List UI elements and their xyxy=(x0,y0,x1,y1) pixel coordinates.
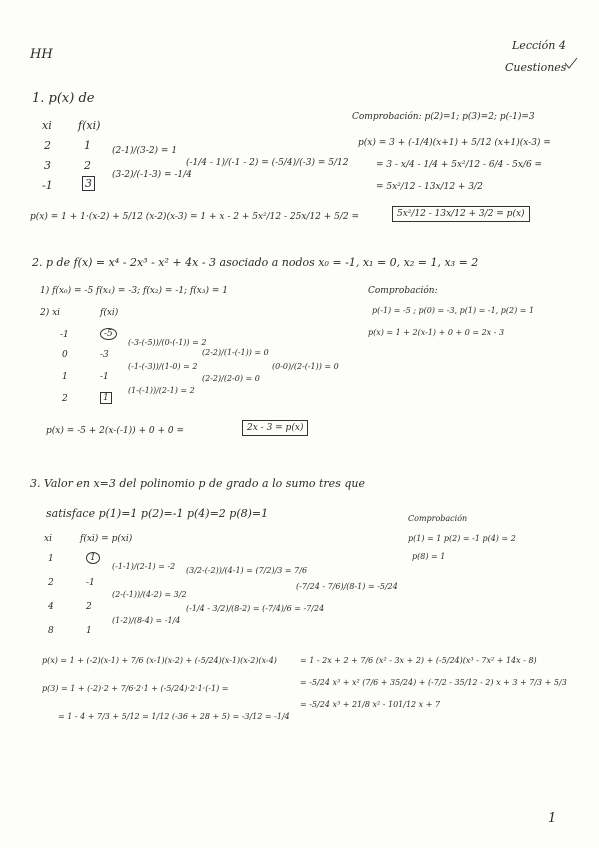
ex1-dd1-0: (2-1)/(3-2) = 1 xyxy=(112,146,178,156)
ex2-dd2-0: (2-2)/(1-(-1)) = 0 xyxy=(202,348,269,357)
ex1-check-1: = 3 - x/4 - 1/4 + 5x²/12 - 6/4 - 5x/6 = xyxy=(376,160,543,170)
ex3-dd2-0: (3/2-(-2))/(4-1) = (7/2)/3 = 7/6 xyxy=(186,566,308,575)
ex3-x3: 8 xyxy=(48,626,54,636)
ex1-col-x: xi xyxy=(42,119,52,132)
ex1-dd2: (-1/4 - 1)/(-1 - 2) = (-5/4)/(-3) = 5/12 xyxy=(186,158,349,168)
ex2-step2-label: 2) xi xyxy=(40,308,61,318)
ex2-f1: -3 xyxy=(100,350,109,360)
lesson-label: Lección 4 xyxy=(512,39,566,52)
ex3-expand-0: = 1 - 2x + 2 + 7/6 (x² - 3x + 2) + (-5/24)(x³ - 7x² + 14x - 8) xyxy=(300,656,537,665)
ex1-col-f: f(xi) xyxy=(78,119,101,132)
ex3-dd1-0: (-1-1)/(2-1) = -2 xyxy=(112,562,176,571)
ex2-title: 2. p de f(x) = x⁴ - 2x³ - x² + 4x - 3 asociado a nodos x₀ = -1, x₁ = 0, x₂ = 1, x₃ = 2 xyxy=(32,256,479,269)
ex1-x2: -1 xyxy=(42,179,53,192)
ex3-f3: 1 xyxy=(86,626,92,636)
ex3-dd2-1: (-1/4 - 3/2)/(8-2) = (-7/4)/6 = -7/24 xyxy=(186,604,325,613)
ex2-f0: -5 xyxy=(100,328,117,340)
ex1-f0: 1 xyxy=(84,139,91,152)
ex1-f2: 3 xyxy=(82,176,95,191)
ex1-result-box: 5x²/12 - 13x/12 + 3/2 = p(x) xyxy=(392,206,530,222)
ex3-x2: 4 xyxy=(48,602,54,612)
ex2-dd1-0: (-3-(-5))/(0-(-1)) = 2 xyxy=(128,338,207,347)
ex3-check-1: p(8) = 1 xyxy=(412,552,446,561)
ex3-dd3: (-7/24 - 7/6)/(8-1) = -5/24 xyxy=(296,582,398,591)
ex1-x0: 2 xyxy=(44,139,51,152)
ex3-poly: p(x) = 1 + (-2)(x-1) + 7/6 (x-1)(x-2) + (-5/24)(x-1)(x-2)(x-4) xyxy=(42,656,277,665)
ex2-x0: -1 xyxy=(60,330,69,340)
ex3-x1: 2 xyxy=(48,578,54,588)
ex3-dd1-1: (2-(-1))/(4-2) = 3/2 xyxy=(112,590,187,599)
ex1-title: 1. p(x) de xyxy=(32,91,95,106)
ex3-col-x: xi xyxy=(44,534,52,544)
ex2-f3: 1 xyxy=(100,392,112,404)
ex3-check-title: Comprobación xyxy=(408,514,468,523)
ex1-check-title: Comprobación: p(2)=1; p(3)=2; p(-1)=3 xyxy=(352,112,535,122)
ex1-x1: 3 xyxy=(44,159,51,172)
ex3-expand-1: = -5/24 x³ + x² (7/6 + 35/24) + (-7/2 - 35/12 - 2) x + 3 + 7/3 + 5/3 xyxy=(300,678,567,687)
ex2-dd1-2: (1-(-1))/(2-1) = 2 xyxy=(128,386,195,395)
ex2-step1: 1) f(x₀) = -5 f(x₁) = -3; f(x₂) = -1; f(x₃) = 1 xyxy=(40,286,228,296)
author-initials: HH xyxy=(30,47,53,62)
ex2-result: p(x) = -5 + 2(x-(-1)) + 0 + 0 = xyxy=(46,426,185,436)
ex3-expand-2: = -5/24 x³ + 21/8 x² - 101/12 x + 7 xyxy=(300,700,441,709)
ex2-check-0: p(-1) = -5 ; p(0) = -3, p(1) = -1, p(2) = 1 xyxy=(372,306,535,315)
ex3-dd1-2: (1-2)/(8-4) = -1/4 xyxy=(112,616,181,625)
ex3-f1: -1 xyxy=(86,578,95,588)
ex1-dd1-1: (3-2)/(-1-3) = -1/4 xyxy=(112,170,192,180)
ex2-dd1-1: (-1-(-3))/(1-0) = 2 xyxy=(128,362,198,371)
ex3-col-f: f(xi) = p(xi) xyxy=(80,534,133,544)
ex2-check-title: Comprobación: xyxy=(368,286,438,296)
ex3-title: 3. Valor en x=3 del polinomio p de grado a lo sumo tres que xyxy=(30,477,365,490)
ex1-f1: 2 xyxy=(84,159,91,172)
ex3-check-0: p(1) = 1 p(2) = -1 p(4) = 2 xyxy=(408,534,516,543)
topic-label: Cuestiones xyxy=(505,61,567,74)
ex2-dd2-1: (2-2)/(2-0) = 0 xyxy=(202,374,260,383)
ex3-x0: 1 xyxy=(48,554,54,564)
ex2-result-box: 2x - 3 = p(x) xyxy=(242,420,308,436)
ex3-eval-0: p(3) = 1 + (-2)·2 + 7/6·2·1 + (-5/24)·2·1·(-1) = xyxy=(42,684,229,693)
page-number: 1 xyxy=(548,811,557,826)
ex1-result: p(x) = 1 + 1·(x-2) + 5/12 (x-2)(x-3) = 1 + x - 2 + 5x²/12 - 25x/12 + 5/2 = xyxy=(30,212,360,222)
ex2-x2: 1 xyxy=(62,372,68,382)
ex1-check-0: p(x) = 3 + (-1/4)(x+1) + 5/12 (x+1)(x-3) = xyxy=(358,138,551,148)
ex2-x1: 0 xyxy=(62,350,68,360)
ex1-check-2: = 5x²/12 - 13x/12 + 3/2 xyxy=(376,182,483,192)
ex3-eval-1: = 1 - 4 + 7/3 + 5/12 = 1/12 (-36 + 28 + 5) = -3/12 = -1/4 xyxy=(58,712,290,721)
ex3-f2: 2 xyxy=(86,602,92,612)
ex2-f2: -1 xyxy=(100,372,109,382)
ex3-f0: 1 xyxy=(86,552,100,564)
ex2-check-1: p(x) = 1 + 2(x-1) + 0 + 0 = 2x - 3 xyxy=(368,328,505,337)
ex2-x3: 2 xyxy=(62,394,68,404)
ex2-dd3: (0-0)/(2-(-1)) = 0 xyxy=(272,362,339,371)
ex2-col-f: f(xi) xyxy=(100,308,119,318)
checkmark-icon xyxy=(563,56,579,70)
ex3-line2: satisface p(1)=1 p(2)=-1 p(4)=2 p(8)=1 xyxy=(46,507,269,520)
